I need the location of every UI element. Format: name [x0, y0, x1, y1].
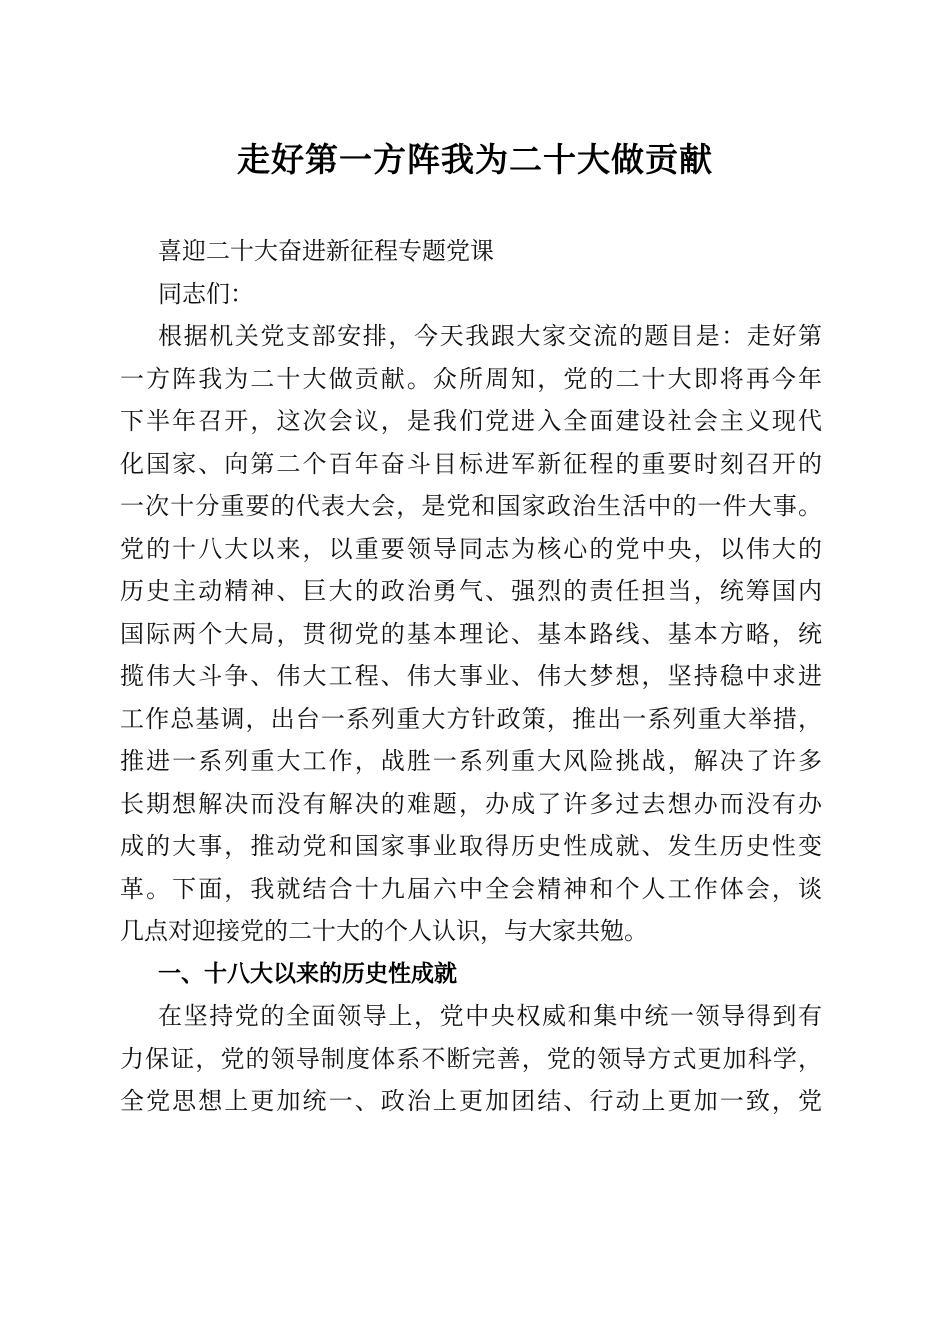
paragraph-line: 化国家、向第二个百年奋斗目标进军新征程的重要时刻召开的	[120, 449, 822, 478]
paragraph-line: 党的十八大以来，以重要领导同志为核心的党中央，以伟大的	[120, 534, 822, 563]
paragraph-line: 几点对迎接党的二十大的个人认识，与大家共勉。	[120, 917, 648, 945]
paragraph-line: 工作总基调，出台一系列重大方针政策，推出一系列重大举措，	[120, 704, 822, 733]
paragraph-line: 在坚持党的全面领导上，党中央权威和集中统一领导得到有	[158, 1002, 822, 1030]
paragraph-line: 长期想解决而没有解决的难题，办成了许多过去想办而没有办	[120, 789, 822, 818]
paragraph-line: 一方阵我为二十大做贡献。众所周知，党的二十大即将再今年	[120, 364, 822, 393]
document-title: 走好第一方阵我为二十大做贡献	[237, 140, 713, 179]
paragraph-line: 国际两个大局，贯彻党的基本理论、基本路线、基本方略，统	[120, 619, 822, 648]
paragraph-line: 历史主动精神、巨大的政治勇气、强烈的责任担当，统筹国内	[120, 577, 822, 605]
paragraph-line: 根据机关党支部安排，今天我跟大家交流的题目是：走好第	[158, 322, 822, 350]
paragraph-line: 一次十分重要的代表大会，是党和国家政治生活中的一件大事。	[120, 492, 822, 520]
salutation-line: 同志们：	[158, 279, 254, 308]
subtitle-line: 喜迎二十大奋进新征程专题党课	[158, 237, 494, 265]
document-body	[120, 230, 822, 1123]
paragraph-line: 成的大事，推动党和国家事业取得历史性成就、发生历史性变	[120, 832, 822, 860]
paragraph-line: 力保证，党的领导制度体系不断完善，党的领导方式更加科学，	[120, 1044, 822, 1073]
paragraph-line: 揽伟大斗争、伟大工程、伟大事业、伟大梦想，坚持稳中求进	[120, 662, 822, 690]
paragraph-line: 全党思想上更加统一、政治上更加团结、行动上更加一致，党	[120, 1087, 822, 1115]
paragraph-line: 下半年召开，这次会议，是我们党进入全面建设社会主义现代	[120, 407, 822, 435]
paragraph-line: 革。下面，我就结合十九届六中全会精神和个人工作体会，谈	[120, 874, 822, 903]
paragraph-line: 推进一系列重大工作，战胜一系列重大风险挑战，解决了许多	[120, 747, 822, 775]
section-heading: 一、十八大以来的历史性成就	[158, 960, 457, 987]
